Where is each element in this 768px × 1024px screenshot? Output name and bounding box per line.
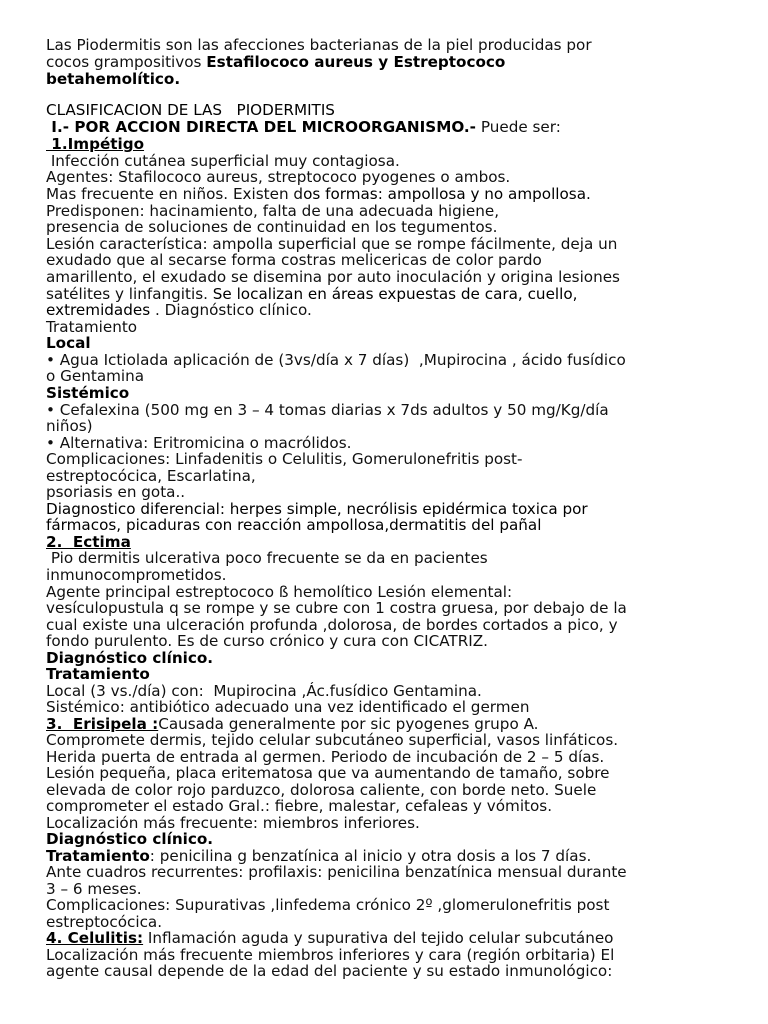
bold-text: I.- [46, 118, 75, 136]
text: Agentes: Stafilococo aureus, streptococo pyogenes o ambos. [46, 168, 511, 186]
text: o Gentamina [46, 367, 145, 385]
text: Lesión pequeña, placa eritematosa que va aumentando de tamaño, sobre [46, 764, 610, 782]
heading-text: 4. Celulitis: [46, 929, 144, 947]
text: estreptocócica, Escarlatina, [46, 467, 256, 485]
text: psoriasis en gota.. [46, 483, 186, 501]
text: agente causal depende de la edad del paciente y su estado inmunológico: [46, 962, 613, 980]
text: Agente principal estreptococo ß hemolítico Lesión elemental: [46, 583, 513, 601]
impetigo-line [46, 517, 541, 534]
text: niños) [46, 417, 93, 435]
erisipela-line [46, 765, 610, 782]
impetigo-line [46, 418, 93, 435]
celulitis-heading [46, 930, 613, 947]
intro-line [46, 54, 505, 71]
text: • Alternativa: Eritromicina o macrólidos. [46, 434, 352, 452]
text: Localización más frecuente: miembros inferiores. [46, 814, 420, 832]
heading-text: CLASIFICACION DE LAS PIODERMITIS [46, 101, 335, 119]
text: Puede ser: [476, 118, 561, 136]
impetigo-heading [46, 136, 144, 153]
text: os formas: ampollosa y no ampollosa. [303, 185, 591, 203]
text: exudado que al secarse forma costras melicericas de color pardo [46, 251, 542, 269]
heading-text: 3. Erisipela : [46, 715, 159, 733]
erisipela-line [46, 732, 618, 749]
text: Infección cutánea superficial muy contagiosa. [46, 152, 400, 170]
text: fondo purulento. Es de curso crónico y cura con CICATRIZ. [46, 632, 488, 650]
text: presencia de soluciones de continuidad en los tegumentos. [46, 218, 498, 236]
impetigo-line [46, 269, 620, 286]
ectima-line [46, 699, 530, 716]
impetigo-line [46, 186, 591, 203]
bold-text: Estafilococo aureus y Estreptococo [206, 53, 506, 71]
text: cual existe una ulceración profunda ,dolorosa, de bordes cortados a pico, y [46, 616, 618, 634]
subheading-text: Diagnóstico clínico. [46, 830, 214, 848]
text: Lesión característica: ampolla superficial que se rompe fácilmente, deja un [46, 235, 618, 253]
bold-text: Tratamiento [46, 847, 150, 865]
text: fármacos, picaduras con reacción ampollosa,dermatitis del pañal [46, 516, 542, 534]
text: Ante cuadros recurrentes: profilaxis: penicilina benzatínica mensual durante [46, 863, 627, 881]
text: estreptocócica. [46, 913, 163, 931]
impetigo-line [46, 368, 144, 385]
impetigo-line [46, 252, 542, 269]
text: Pio dermitis ulcerativa poco frecuente se da en pacientes [46, 549, 488, 567]
impetigo-line [46, 451, 522, 468]
text: Localización más frecuente miembros inferiores y cara (región orbitaria) El [46, 946, 615, 964]
impetigo-line [46, 169, 510, 186]
text: Inflamación aguda y supurativa del tejido celular subcutáneo [143, 929, 614, 947]
text: Sistémico: antibiótico adecuado una vez identificado el germen [46, 698, 530, 716]
section1-heading [46, 119, 561, 136]
impetigo-subheading [46, 335, 91, 352]
subheading-text: Tratamiento [46, 665, 150, 683]
text: • Cefalexina (500 mg en 3 – 4 tomas diarias x 7ds adultos y 50 mg/Kg/día [46, 401, 609, 419]
subheading-text: Diagnóstico clínico. [46, 649, 214, 667]
erisipela-line [46, 864, 627, 881]
subheading-text: Sistémico [46, 384, 130, 402]
heading-text: 1.Impétigo [46, 135, 145, 153]
text: : penicilina g benzatínica al inicio y otra dosis a los 7 días. [149, 847, 592, 865]
ectima-line [46, 550, 488, 567]
impetigo-subheading [46, 385, 129, 402]
erisipela-line [46, 897, 609, 914]
text: Complicaciones: Supurativas ,linfedema crónico 2º ,glomerulonefritis post [46, 896, 610, 914]
impetigo-line [46, 402, 609, 419]
erisipela-subheading [46, 831, 213, 848]
text: Se localizan en áreas expuestas de cara, cuello, [212, 285, 578, 303]
ectima-subheading [46, 666, 150, 683]
impetigo-line [46, 484, 185, 501]
text: Complicaciones: Linfadenitis o Celulitis, Gomerulonefritis post- [46, 450, 523, 468]
text: amarillento, el exudado se disemina por auto inoculación y origina lesiones [46, 268, 620, 286]
intro-line [46, 37, 592, 54]
intro-line [46, 71, 180, 88]
text: Predisponen: hacinamiento, falta de una adecuada higiene, [46, 202, 500, 220]
text: comprometer el estado Gral.: fiebre, malestar, cefaleas y vómitos. [46, 797, 553, 815]
text: Compromete dermis, tejido celular subcutáneo superficial, vasos linfáticos. [46, 731, 619, 749]
text: . Diagnóstico clínico. [150, 301, 312, 319]
heading-text: 2. Ectima [46, 533, 131, 551]
celulitis-line [46, 963, 612, 980]
impetigo-line [46, 302, 312, 319]
bold-text: betahemolítico. [46, 70, 181, 88]
ectima-line [46, 633, 488, 650]
subheading-text: Local [46, 334, 91, 352]
text: vesículopustula q se rompe y se cubre con 1 costra gruesa, por debajo de la [46, 599, 627, 617]
text: Diagnostico diferencial: herpes simple, necrólisis epidérmica toxica por [46, 500, 588, 518]
text: satélites y linfangitis. [46, 285, 213, 303]
text: 3 – 6 meses. [46, 880, 142, 898]
text: cocos grampositivos [46, 53, 207, 71]
text: Tratamiento [46, 318, 138, 336]
text: Mas frecuente en niños. Existen d [46, 185, 304, 203]
ectima-line [46, 600, 627, 617]
text: extremidades [46, 301, 151, 319]
text: elevada de color rojo parduzco, dolorosa caliente, con borde neto. Suele [46, 781, 597, 799]
text: Causada generalmente por sic pyogenes grupo A. [158, 715, 539, 733]
clasificacion-title [46, 102, 335, 119]
impetigo-line [46, 219, 497, 236]
text: Las Piodermitis son las afecciones bacterianas de la piel producidas por [46, 36, 592, 54]
ectima-line [46, 567, 226, 584]
text: Herida puerta de entrada al germen. Periodo de incubación de 2 – 5 días. [46, 748, 605, 766]
bold-text: POR ACCION DIRECTA DEL MICROORGANISMO.- [74, 118, 476, 136]
text: Local (3 vs./día) con: Mupirocina ,Ác.fusídico Gentamina. [46, 682, 482, 700]
text: • Agua Ictiolada aplicación de (3vs/día x 7 días) ,Mupirocina , ácido fusídico [46, 351, 626, 369]
erisipela-line [46, 798, 552, 815]
text: inmunocomprometidos. [46, 566, 227, 584]
